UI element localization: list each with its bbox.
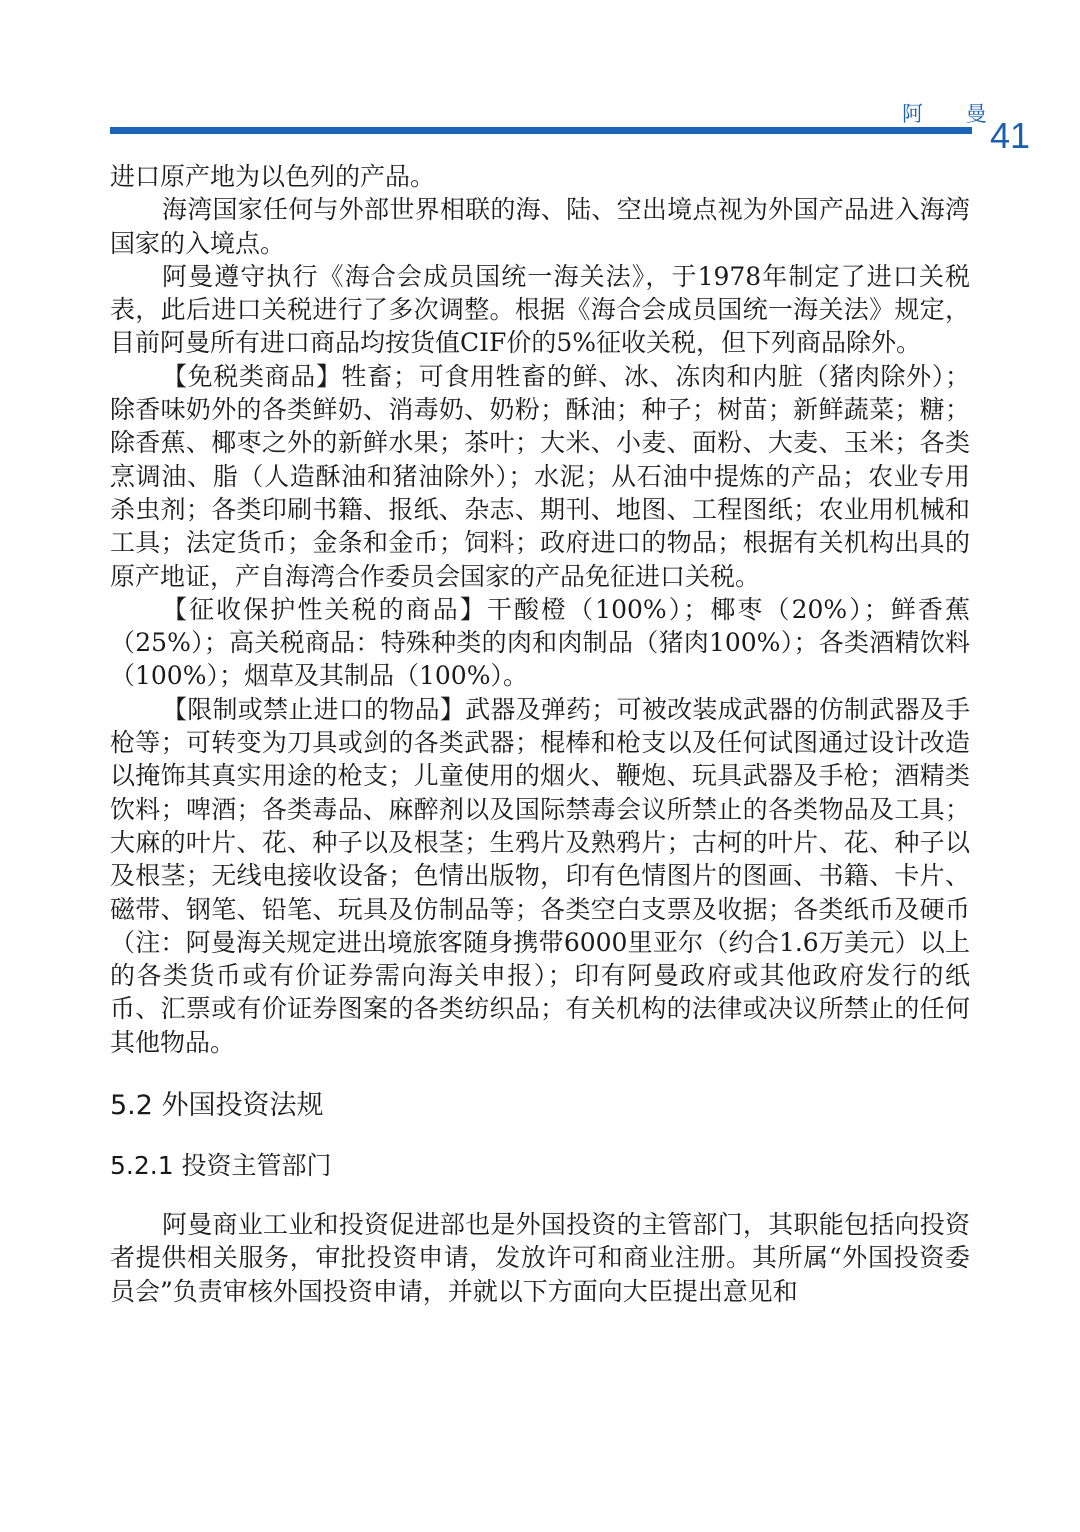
header-rule [110, 127, 972, 134]
paragraph-restricted-goods: 【限制或禁止进口的物品】武器及弹药；可被改装成武器的仿制武器及手枪等；可转变为刀具或剑的各类武器；棍棒和枪支以及任何试图通过设计改造以掩饰其真实用途的枪支；儿童使用的烟火、鞭炮、玩具武器及手枪；酒精类饮料；啤酒；各类毒品、麻醉剂以及国际禁毒会议所禁止的各类物品及工具；大麻的叶片、花、种子以及根茎；生鸦片及熟鸦片；古柯的叶片、花、种子以及根茎；无线电接收设备；色情出版物，印有色情图片的图画、书籍、卡片、磁带、钢笔、铅笔、玩具及仿制品等；各类空白支票及收据；各类纸币及硬币（注：阿曼海关规定进出境旅客随身携带6000里亚尔（约合1.6万美元）以上的各类货币或有价证券需向海关申报）；印有阿曼政府或其他政府发行的纸币、汇票或有价证券图案的各类纺织品；有关机构的法律或决议所禁止的任何其他物品。 [110, 694, 970, 1057]
page-body [110, 160, 970, 1308]
paragraph-duty-free-goods: 【免税类商品】牲畜；可食用牲畜的鲜、冰、冻肉和内脏（猪肉除外）；除香味奶外的各类鲜奶、消毒奶、奶粉；酥油；种子；树苗；新鲜蔬菜；糖；除香蕉、椰枣之外的新鲜水果；茶叶；大米、小麦、面粉、大麦、玉米；各类烹调油、脂（人造酥油和猪油除外）；水泥；从石油中提炼的产品；农业专用杀虫剂；各类印刷书籍、报纸、杂志、期刊、地图、工程图纸；农业用机械和工具；法定货币；金条和金币；饲料；政府进口的物品；根据有关机构出具的原产地证，产自海湾合作委员会国家的产品免征进口关税。 [110, 361, 970, 591]
paragraph-investment-authority: 阿曼商业工业和投资促进部也是外国投资的主管部门，其职能包括向投资者提供相关服务，审批投资申请，发放许可和商业注册。其所属“外国投资委员会”负责审核外国投资申请，并就以下方面向大臣提出意见和 [110, 1210, 970, 1306]
paragraph-protective-tariff-goods: 【征收保护性关税的商品】干酸橙（100%）；椰枣（20%）；鲜香蕉（25%）；高关税商品：特殊种类的肉和肉制品（猪肉100%）；各类酒精饮料（100%）；烟草及其制品（100%）。 [110, 594, 970, 691]
subsection-heading: 5.2.1 投资主管部门 [110, 1151, 332, 1181]
running-header-title: 阿 曼 [902, 102, 1005, 126]
paragraph-entry-points: 海湾国家任何与外部世界相联的海、陆、空出境点视为外国产品进入海湾国家的入境点。 [110, 195, 970, 258]
paragraph-origin: 进口原产地为以色列的产品。 [110, 162, 436, 191]
paragraph-customs-law: 阿曼遵守执行《海合会成员国统一海关法》，于1978年制定了进口关税表，此后进口关税进行了多次调整。根据《海合会成员国统一海关法》规定，目前阿曼所有进口商品均按货值CIF价的5%征收关税，但下列商品除外。 [110, 261, 970, 358]
page-number: 41 [990, 115, 1031, 156]
section-heading: 5.2 外国投资法规 [110, 1090, 324, 1122]
